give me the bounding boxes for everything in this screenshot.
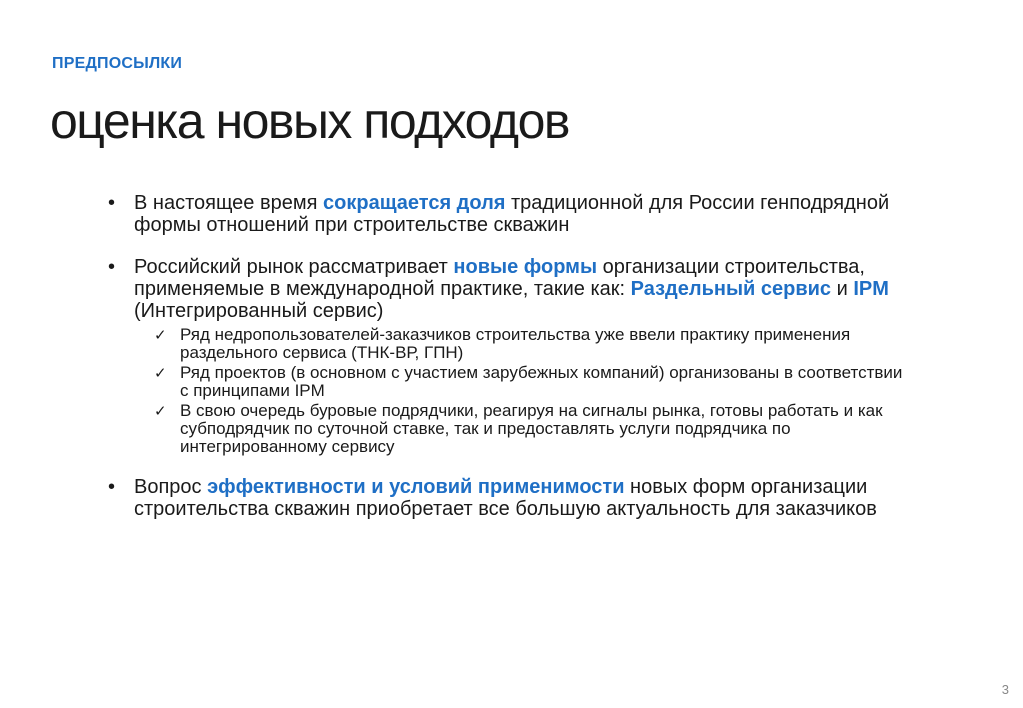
sub-item — [154, 364, 908, 400]
highlight-text: новые формы — [453, 256, 598, 278]
checkmark-icon: ✓ — [154, 326, 167, 344]
bullet-dot-icon: • — [108, 256, 116, 278]
bullet-dot-icon: • — [108, 192, 116, 214]
highlight-text: сокращается доля — [323, 192, 506, 214]
bullet-text-part: В настоящее время — [134, 192, 323, 214]
sub-item-text: Ряд недропользователей-заказчиков строительства уже ввели практику применения раздельного сервиса (ТНК-ВР, ГПН) — [180, 325, 851, 362]
sub-item — [154, 402, 908, 456]
bullet-text-part: Вопрос — [134, 476, 208, 498]
bullet-item-efficiency — [108, 476, 908, 520]
bullet-item-new-forms — [108, 256, 908, 456]
slide-kicker: ПРЕДПОСЫЛКИ — [52, 55, 183, 72]
bullet-list — [108, 192, 908, 520]
bullet-text-part: и — [831, 278, 854, 300]
highlight-text: Раздельный сервис — [630, 278, 832, 300]
sub-item-text: Ряд проектов (в основном с участием зарубежных компаний) организованы в соответствии с принципами IPM — [180, 363, 903, 400]
page-number: 3 — [1001, 682, 1009, 697]
checkmark-icon: ✓ — [154, 364, 167, 382]
highlight-text: эффективности и условий применимости — [207, 476, 625, 498]
bullet-text — [134, 192, 889, 236]
bullet-text-part: Российский рынок рассматривает — [134, 256, 454, 278]
sub-item-text: В свою очередь буровые подрядчики, реагируя на сигналы рынка, готовы работать и как субподрядчик по суточной ставке, так и предоставлять услуги подрядчика по интегрированному сервису — [180, 401, 883, 456]
bullet-text — [134, 476, 877, 520]
highlight-text: IPM — [853, 278, 889, 300]
bullet-text — [134, 256, 889, 322]
checkmark-icon: ✓ — [154, 402, 167, 420]
bullet-text-part: (Интегрированный сервис) — [134, 300, 384, 322]
bullet-text-part: организации строительства, применяемые в международной практике, такие как: — [134, 256, 865, 300]
bullet-text-part: новых форм организации строительства скважин приобретает все большую актуальность для заказчиков — [134, 476, 877, 520]
slide-title: оценка новых подходов — [50, 93, 569, 149]
sub-item — [154, 326, 908, 362]
sub-list — [154, 326, 908, 456]
bullet-dot-icon: • — [108, 476, 116, 498]
bullet-item-share-decline — [108, 192, 908, 236]
bullet-text-part: традиционной для России генподрядной формы отношений при строительстве скважин — [134, 192, 890, 236]
